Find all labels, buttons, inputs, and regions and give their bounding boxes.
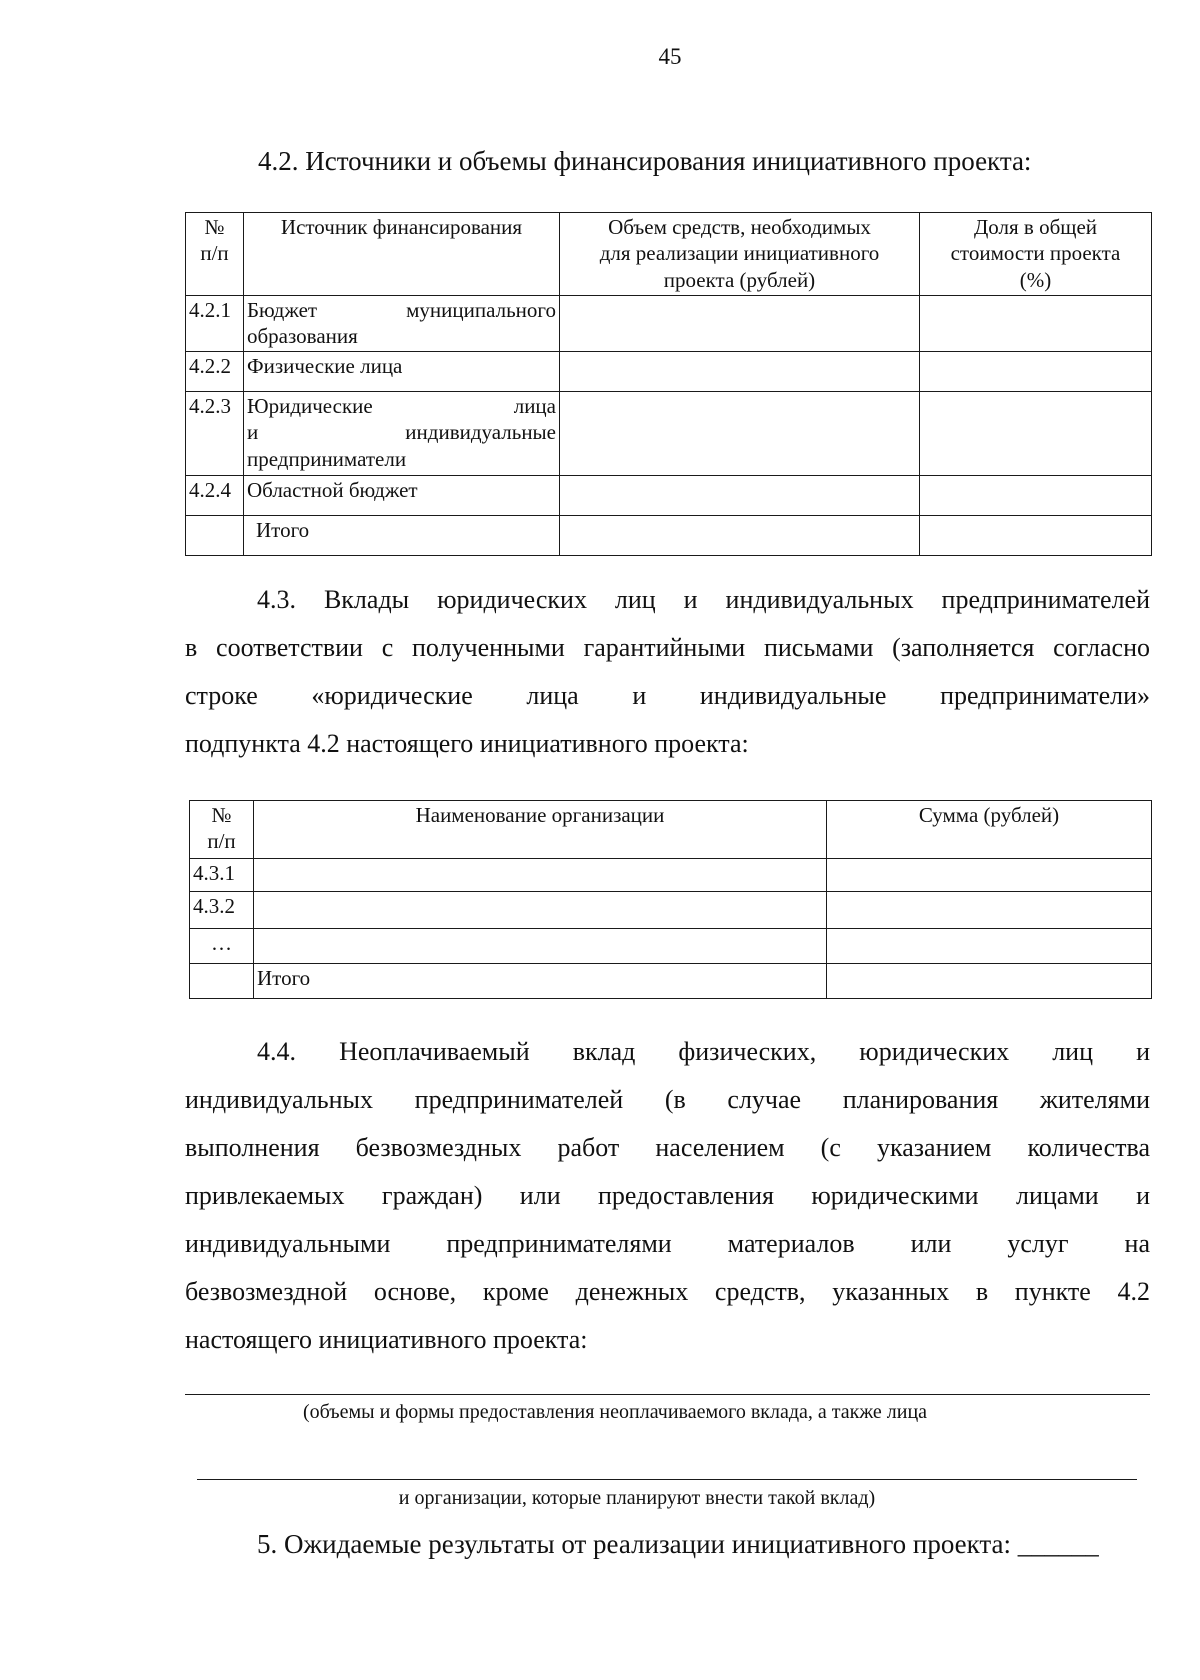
sum-cell[interactable] [827,892,1152,929]
contribution-fill-line-1[interactable] [185,1394,1150,1395]
table-row [190,892,1152,929]
amount-cell[interactable] [560,392,920,476]
row-num [186,516,244,556]
table-row [190,859,1152,892]
table-header-row [190,801,1152,859]
header-source: Источник финансирования [244,213,560,296]
header-org: Наименование организации [254,801,827,859]
caption-1: (объемы и формы предоставления неоплачиваемого вклада, а также лица [302,1401,928,1423]
table-header-row [186,213,1152,296]
total-label: Итого [244,516,560,556]
row-num: 4.2.4 [186,476,244,516]
total-row [190,964,1152,999]
caption-2: и организации, которые планируют внести такой вклад) [398,1487,876,1509]
amount-cell[interactable] [560,296,920,352]
row-source: Юридические лица и индивидуальные предприниматели [244,392,560,476]
row-source: Физические лица [244,352,560,392]
contributions-table [189,800,1152,999]
row-num: 4.2.2 [186,352,244,392]
page-number: 45 [658,44,682,69]
share-cell[interactable] [920,392,1152,476]
amount-cell[interactable] [560,352,920,392]
financing-sources-table [185,212,1152,556]
results-blank[interactable]: ______ [1017,1529,1099,1559]
table-row [186,392,1152,476]
share-cell[interactable] [920,516,1152,556]
section-5-title: 5. Ожидаемые результаты от реализации инициативного проекта: [257,1529,1012,1559]
share-cell[interactable] [920,476,1152,516]
row-num: 4.2.3 [186,392,244,476]
org-cell[interactable] [254,859,827,892]
header-num: № п/п [186,213,244,296]
sum-cell[interactable] [827,859,1152,892]
sum-cell[interactable] [827,964,1152,999]
table-row [186,352,1152,392]
contribution-fill-line-2[interactable] [197,1479,1137,1480]
total-row [186,516,1152,556]
org-cell[interactable] [254,929,827,964]
row-num: 4.2.1 [186,296,244,352]
amount-cell[interactable] [560,476,920,516]
row-num: 4.3.1 [190,859,254,892]
table-row [186,296,1152,352]
row-source: Бюджет муниципального образования [244,296,560,352]
row-source: Областной бюджет [244,476,560,516]
table-row [186,476,1152,516]
row-num: 4.3.2 [190,892,254,929]
table-row [190,929,1152,964]
total-label: Итого [254,964,827,999]
section-4-4-paragraph: 4.4. Неоплачиваемый вклад физических, юридических лиц и индивидуальных предпринимателей (в случае планирования жителями выполнения безвозмездных работ населением (с указанием количества привлекаемых граждан) или предоставления юридическими лицами и индивидуальными предпринимателями материалов или услуг на безвозмездной основе, кроме денежных средств, указанных в пункте 4.2 настоящего инициативного проекта: [185,1037,1150,1354]
section-4-3-paragraph: 4.3. Вклады юридических лиц и индивидуальных предпринимателей в соответствии с полученными гарантийными письмами (заполняется согласно строке «юридические лица и индивидуальные предприниматели» подпункта 4.2 настоящего инициативного проекта: [185,585,1150,758]
section-4-2-heading: 4.2. Источники и объемы финансирования инициативного проекта: [258,146,1032,176]
share-cell[interactable] [920,296,1152,352]
header-num: № п/п [190,801,254,859]
header-share: Доля в общей стоимости проекта (%) [920,213,1152,296]
org-cell[interactable] [254,892,827,929]
header-amount: Объем средств, необходимых для реализации инициативного проекта (рублей) [560,213,920,296]
header-sum: Сумма (рублей) [827,801,1152,859]
share-cell[interactable] [920,352,1152,392]
amount-cell[interactable] [560,516,920,556]
row-num [190,964,254,999]
section-5-heading [257,1529,1099,1560]
sum-cell[interactable] [827,929,1152,964]
row-num: … [190,929,254,964]
